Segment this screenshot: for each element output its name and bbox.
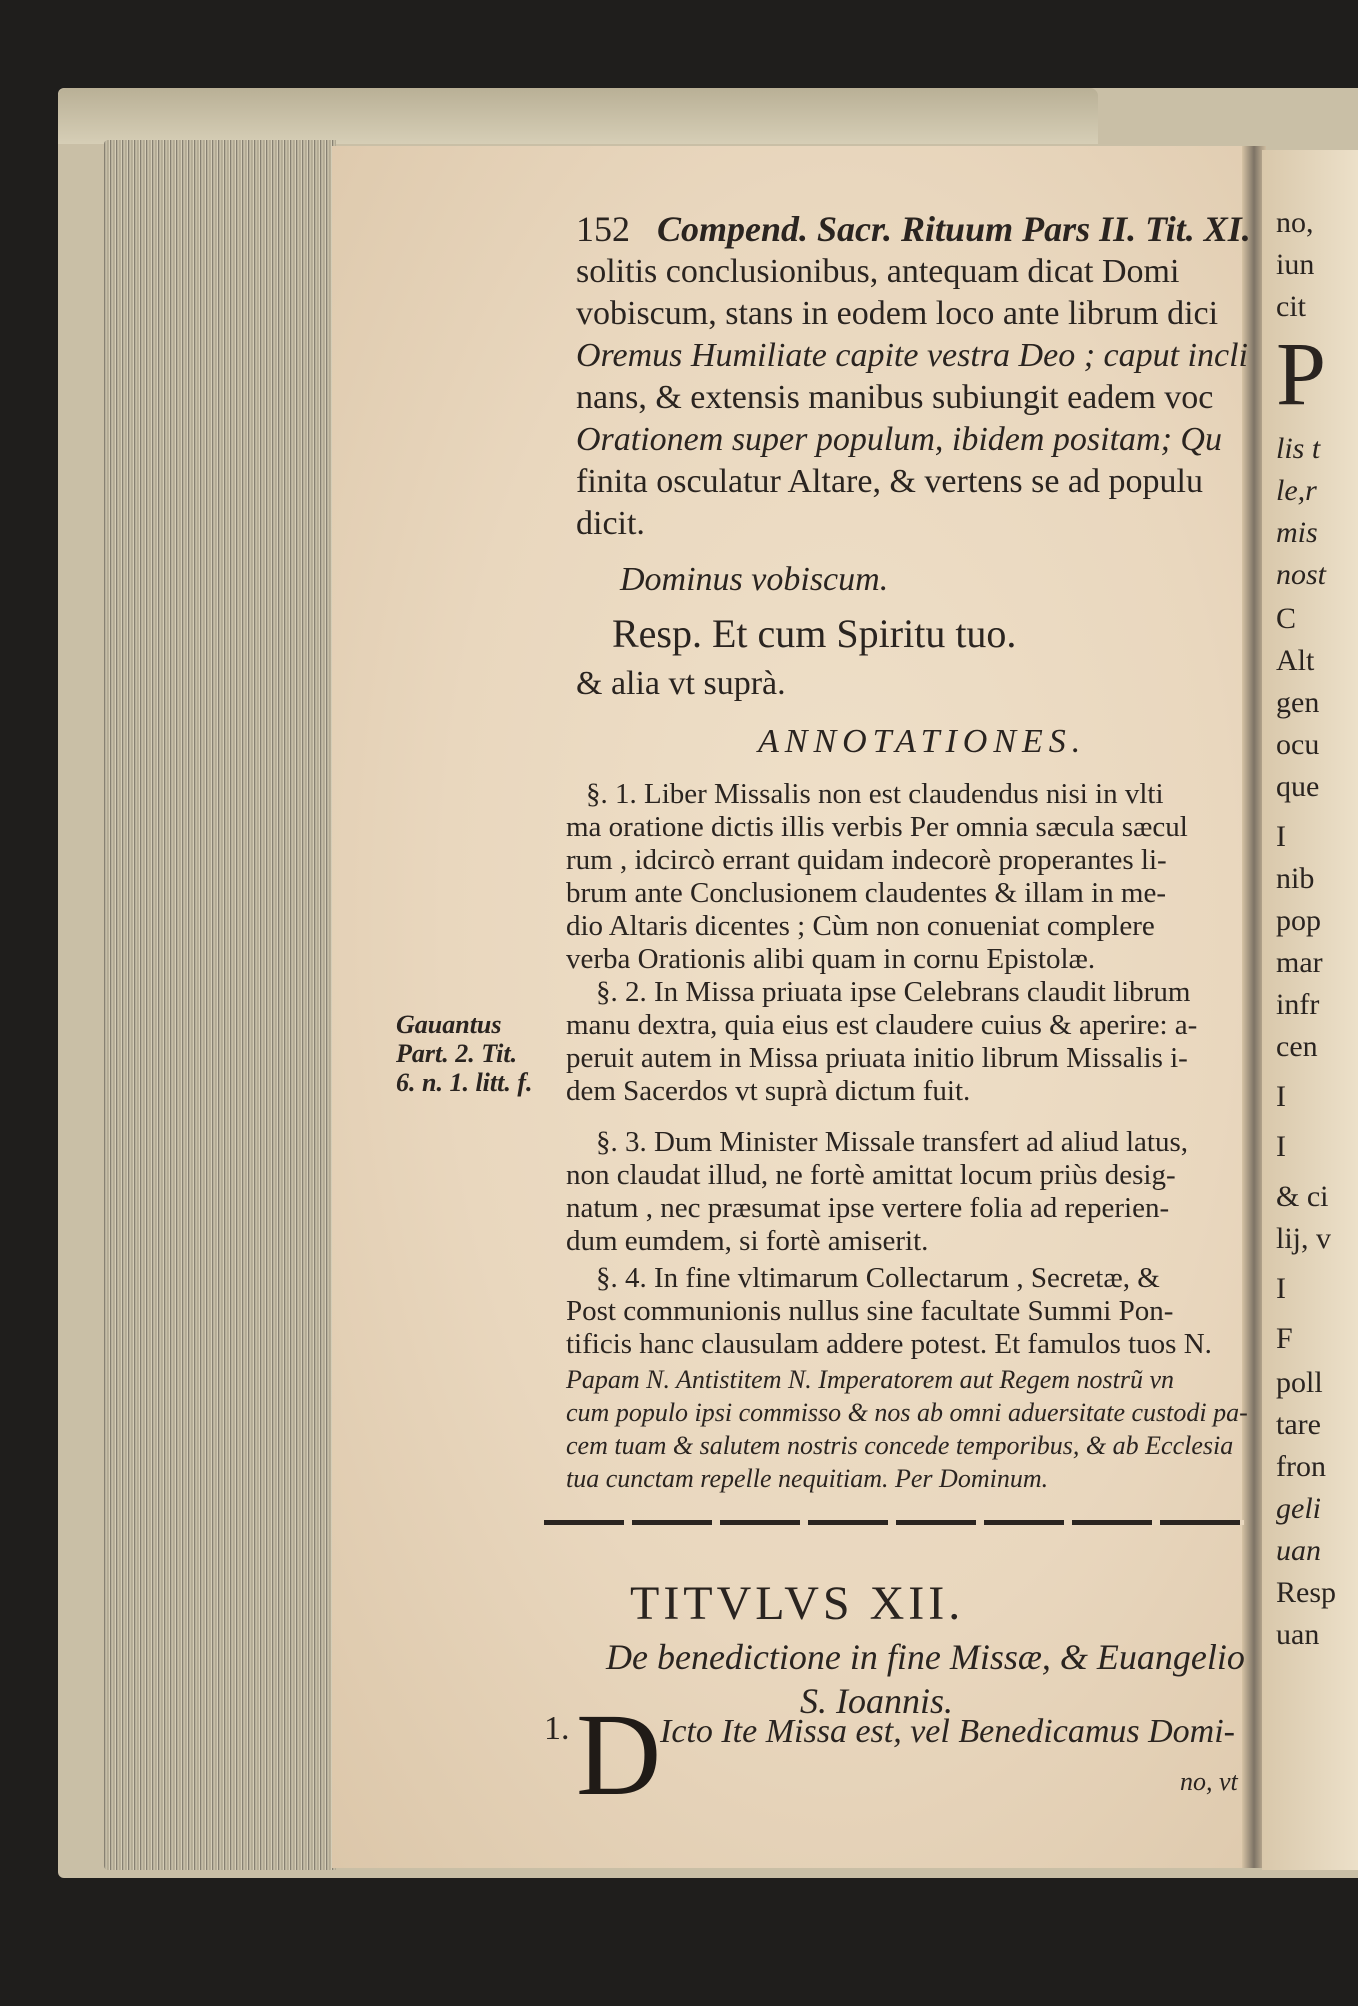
body-line: nans, & extensis manibus subiungit eadem voc [576, 379, 1214, 416]
alia-line: & alia vt suprà. [576, 665, 786, 702]
facing-text: F [1276, 1322, 1293, 1355]
annotation-line: dio Altaris dicentes ; Cùm non conueniat complere [566, 910, 1155, 942]
facing-text: geli [1276, 1492, 1321, 1525]
annotation-line: §. 4. In fine vltimarum Collectarum , Secretæ, & [596, 1262, 1160, 1294]
annotation-line: peruit autem in Missa priuata initio librum Missalis i- [566, 1042, 1188, 1074]
facing-text: cit [1276, 290, 1306, 323]
second-line: no, vt [1180, 1767, 1238, 1796]
annotation-line: cem tuam & salutem nostris concede temporibus, & ab Ecclesia [566, 1431, 1234, 1460]
annotation-line: tificis hanc clausulam addere potest. Et famulos tuos N. [566, 1328, 1212, 1360]
facing-text: no, [1276, 206, 1314, 239]
annotation-line: Papam N. Antistitem N. Imperatorem aut Regem nostrũ vn [566, 1365, 1175, 1394]
facing-text: poll [1276, 1366, 1323, 1399]
annotation-line: tua cunctam repelle nequitiam. Per Dominum. [566, 1464, 1049, 1493]
margin-note-line: 6. n. 1. litt. f. [396, 1068, 533, 1097]
annotation-line: natum , nec præsumat ipse vertere folia ad reperien- [566, 1192, 1170, 1224]
titulus-subtitle: De benedictione in fine Missæ, & Euangelio [606, 1637, 1245, 1677]
annotation-line: verba Orationis alibi quam in cornu Epistolæ. [566, 943, 1096, 975]
facing-text: nost [1276, 558, 1327, 591]
book-top-edge [58, 88, 1098, 144]
drop-cap: D [576, 1689, 662, 1820]
facing-text: cen [1276, 1030, 1318, 1063]
annotations-heading: ANNOTATIONES. [758, 723, 1087, 760]
facing-text: gen [1276, 686, 1320, 719]
facing-text: lis t [1276, 432, 1321, 465]
annotation-line: Post communionis nullus sine facultate Summi Pon- [566, 1295, 1174, 1327]
facing-text: pop [1276, 904, 1321, 937]
facing-text: mar [1276, 946, 1323, 979]
titulus-subtitle-2: S. Ioannis. [800, 1681, 953, 1721]
facing-text: mis [1276, 516, 1318, 549]
body-line: Oremus Humiliate capite vestra Deo ; caput incli [576, 337, 1248, 374]
facing-text: lij, v [1276, 1222, 1332, 1255]
annotation-line: §. 3. Dum Minister Missale transfert ad aliud latus, [596, 1126, 1188, 1158]
section-number: 1. [544, 1710, 570, 1747]
facing-text: le,r [1276, 474, 1317, 507]
annotation-line: §. 2. In Missa priuata ipse Celebrans claudit librum [596, 976, 1191, 1008]
annotation-line: dum eumdem, si fortè amiserit. [566, 1225, 929, 1257]
margin-note-line: Gauantus [396, 1010, 502, 1039]
facing-text: I [1276, 1080, 1286, 1113]
facing-text: tare [1276, 1408, 1321, 1441]
facing-text: Alt [1276, 644, 1315, 677]
body-line: dicit. [576, 505, 645, 542]
body-line: Orationem super populum, ibidem positam; Qu [576, 421, 1222, 458]
annotation-line: ma oratione dictis illis verbis Per omnia sæcula sæcul [566, 811, 1188, 843]
facing-text: que [1276, 770, 1320, 803]
annotation-line: cum populo ipsi commisso & nos ab omni aduersitate custodi pa- [566, 1398, 1248, 1427]
response-line: Resp. Et cum Spiritu tuo. [612, 611, 1017, 656]
section-rule [544, 1520, 1244, 1525]
annotation-line: brum ante Conclusionem claudentes & illam in me- [566, 877, 1166, 909]
facing-text: I [1276, 1272, 1286, 1305]
annotation-line: dem Sacerdos vt suprà dictum fuit. [566, 1075, 971, 1107]
facing-text: fron [1276, 1450, 1326, 1483]
facing-text: ocu [1276, 728, 1320, 761]
first-line: Icto Ite Missa est, vel Benedicamus Domi- [660, 1713, 1235, 1750]
annotation-line: §. 1. Liber Missalis non est claudendus nisi in vlti [586, 778, 1164, 810]
facing-text: uan [1276, 1534, 1321, 1567]
margin-note-line: Part. 2. Tit. [396, 1039, 518, 1068]
body-line: finita osculatur Altare, & vertens se ad populu [576, 463, 1203, 500]
body-line: vobiscum, stans in eodem loco ante librum dici [576, 295, 1219, 332]
facing-page [1262, 150, 1358, 1870]
facing-text: I [1276, 820, 1286, 853]
facing-text: nib [1276, 862, 1315, 895]
facing-text: Resp [1276, 1576, 1336, 1609]
annotation-line: manu dextra, quia eius est claudere cuius & aperire: a- [566, 1009, 1198, 1041]
titulus-heading: TITVLVS XII. [630, 1577, 965, 1630]
running-title: Compend. Sacr. Rituum Pars II. Tit. XI. [657, 209, 1251, 249]
dominus-vobiscum: Dominus vobiscum. [620, 561, 889, 598]
page-number: 152 [576, 209, 630, 249]
facing-text: P [1276, 325, 1327, 424]
facing-text: uan [1276, 1618, 1320, 1651]
annotation-line: non claudat illud, ne fortè amittat locum priùs desig- [566, 1159, 1176, 1191]
page-edges [104, 140, 336, 1870]
facing-text: iun [1276, 248, 1315, 281]
margin-note [396, 1010, 536, 1097]
annotation-line: rum , idcircò errant quidam indecorè properantes li- [566, 844, 1167, 876]
facing-text: C [1276, 602, 1297, 635]
body-line: solitis conclusionibus, antequam dicat Domi [576, 253, 1180, 290]
facing-text: infr [1276, 988, 1320, 1021]
facing-text: I [1276, 1130, 1286, 1163]
running-header [576, 208, 1251, 250]
facing-text: & ci [1276, 1180, 1329, 1213]
